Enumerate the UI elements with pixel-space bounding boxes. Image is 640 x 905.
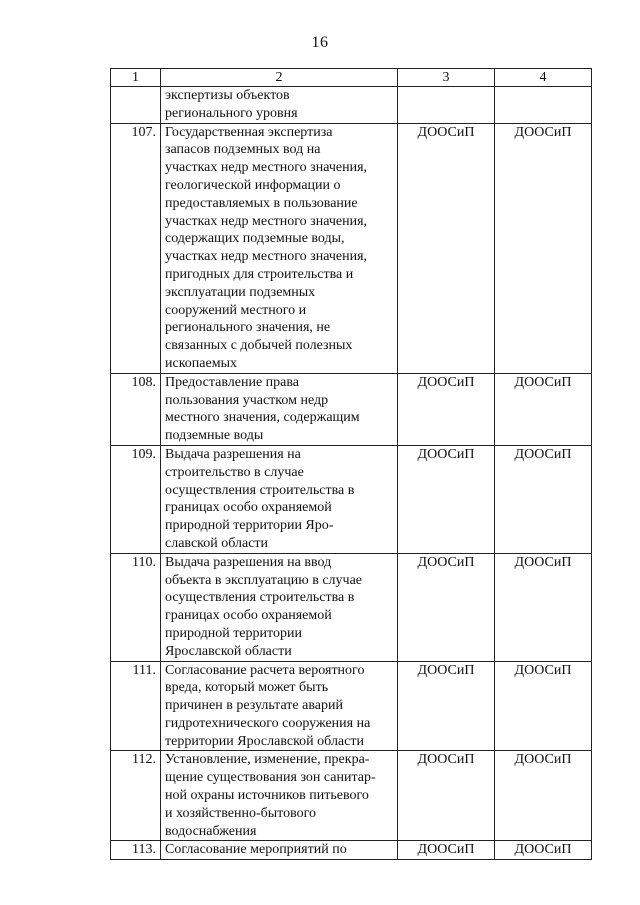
page-number: 16	[311, 34, 329, 51]
description-line: сооружений местного и	[165, 302, 307, 318]
row-description	[161, 751, 398, 841]
row-col4-authority: ДООСиП	[495, 123, 592, 373]
description-line: строительство в случае	[165, 464, 304, 480]
description-line: участках недр местного значения,	[165, 249, 368, 265]
row-col3-authority: ДООСиП	[398, 123, 495, 373]
description-line: эксплуатации подземных	[165, 284, 316, 300]
row-col4-authority: ДООСиП	[495, 445, 592, 553]
row-col4-authority: ДООСиП	[495, 553, 592, 661]
table-row	[111, 661, 592, 751]
description-line: славской области	[165, 535, 269, 551]
description-line: Согласование мероприятий по	[165, 842, 347, 858]
description-line: вреда, который может быть	[165, 680, 329, 696]
description-line: осуществления строительства в	[165, 482, 355, 498]
description-line: содержащих подземные воды,	[165, 231, 345, 247]
description-line: подземные воды	[165, 428, 264, 444]
row-description	[161, 553, 398, 661]
row-number: 112.	[111, 751, 161, 841]
description-line: и хозяйственно-бытового	[165, 805, 317, 821]
description-line: природной территории Яро-	[165, 518, 334, 534]
description-line: границах особо охраняемой	[165, 500, 332, 516]
row-col4-authority: ДООСиП	[495, 841, 592, 860]
row-number: 108.	[111, 373, 161, 445]
description-line: запасов подземных вод на	[165, 142, 321, 158]
table-body	[111, 69, 592, 860]
row-description	[161, 661, 398, 751]
services-table	[110, 68, 592, 860]
description-line: Государственная экспертиза	[165, 124, 333, 140]
row-col3-authority: ДООСиП	[398, 841, 495, 860]
description-line: гидротехнического сооружения на	[165, 715, 371, 731]
description-line: ной охраны источников питьевого	[165, 788, 369, 804]
description-line: участках недр местного значения,	[165, 213, 368, 229]
header-col-3: 3	[398, 69, 495, 87]
description-line: пригодных для строительства и	[165, 266, 354, 282]
row-col4-authority	[495, 87, 592, 124]
table-row	[111, 373, 592, 445]
row-description	[161, 841, 398, 860]
header-col-2: 2	[161, 69, 398, 87]
description-line: щение существования зон санитар-	[165, 770, 376, 786]
row-col4-authority: ДООСиП	[495, 373, 592, 445]
description-line: границах особо охраняемой	[165, 608, 332, 624]
description-line: экспертизы объектов	[165, 88, 290, 103]
description-line: Предоставление права	[165, 374, 299, 390]
row-number: 107.	[111, 123, 161, 373]
description-line: предоставляемых в пользование	[165, 195, 358, 211]
description-line: Ярославской области	[165, 643, 292, 659]
description-line: Согласование расчета вероятного	[165, 662, 365, 678]
description-line: природной территории	[165, 625, 302, 641]
header-col-4: 4	[495, 69, 592, 87]
row-col3-authority: ДООСиП	[398, 661, 495, 751]
description-line: Выдача разрешения на ввод	[165, 554, 332, 570]
row-description	[161, 87, 398, 124]
row-description	[161, 373, 398, 445]
row-number: 113.	[111, 841, 161, 860]
table-row	[111, 445, 592, 553]
description-line: регионального уровня	[165, 105, 298, 121]
row-col3-authority	[398, 87, 495, 124]
description-line: причинен в результате аварий	[165, 698, 343, 714]
description-line: Установление, изменение, прекра-	[165, 752, 370, 768]
row-col3-authority: ДООСиП	[398, 373, 495, 445]
description-line: пользования участком недр	[165, 392, 329, 408]
row-description	[161, 123, 398, 373]
description-line: связанных с добычей полезных	[165, 338, 353, 354]
description-line: местного значения, содержащим	[165, 410, 360, 426]
table-row	[111, 123, 592, 373]
description-line: осуществления строительства в	[165, 590, 355, 606]
table-header-row	[111, 69, 592, 87]
description-line: Выдача разрешения на	[165, 446, 301, 462]
row-col3-authority: ДООСиП	[398, 751, 495, 841]
row-description	[161, 445, 398, 553]
table-row	[111, 553, 592, 661]
description-line: геологической информации о	[165, 177, 341, 193]
description-line: участках недр местного значения,	[165, 160, 368, 176]
row-number: 110.	[111, 553, 161, 661]
description-line: регионального значения, не	[165, 320, 331, 336]
row-number: 111.	[111, 661, 161, 751]
table-row	[111, 87, 592, 124]
row-col4-authority: ДООСиП	[495, 661, 592, 751]
description-line: ископаемых	[165, 355, 237, 371]
row-col3-authority: ДООСиП	[398, 553, 495, 661]
table-row	[111, 751, 592, 841]
description-line: объекта в эксплуатацию в случае	[165, 572, 363, 588]
description-line: водоснабжения	[165, 823, 257, 839]
description-line: территории Ярославской области	[165, 733, 364, 749]
row-col4-authority: ДООСиП	[495, 751, 592, 841]
row-col3-authority: ДООСиП	[398, 445, 495, 553]
table-row	[111, 841, 592, 860]
header-col-1: 1	[111, 69, 161, 87]
row-number	[111, 87, 161, 124]
row-number: 109.	[111, 445, 161, 553]
